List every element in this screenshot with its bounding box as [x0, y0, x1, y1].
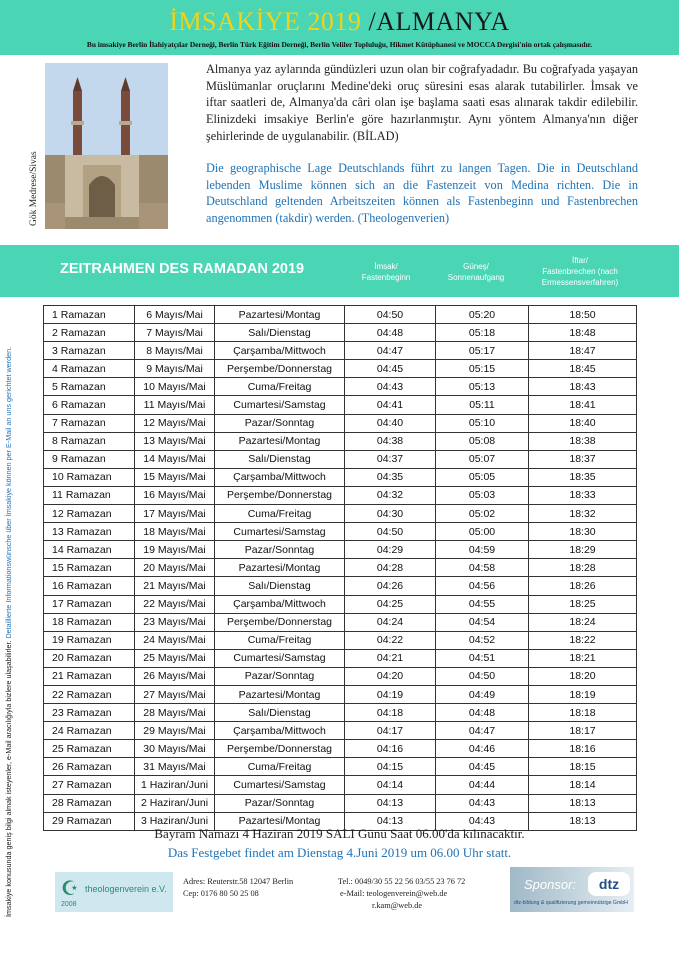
cell-gunes: 04:50 [436, 667, 529, 685]
cell-gunes: 04:49 [436, 685, 529, 703]
table-row [44, 667, 637, 685]
cell-iftar: 18:20 [529, 667, 637, 685]
cell-date: 26 Mayıs/Mai [135, 667, 215, 685]
table-row [44, 776, 637, 794]
cell-gunes: 05:15 [436, 360, 529, 378]
cell-weekday: Salı/Dienstag [215, 324, 345, 342]
cell-weekday: Salı/Dienstag [215, 704, 345, 722]
cell-ramazan-day: 27 Ramazan [44, 776, 135, 794]
cell-gunes: 04:47 [436, 722, 529, 740]
cell-iftar: 18:19 [529, 685, 637, 703]
table-row [44, 486, 637, 504]
email-line-2[interactable]: r.kam@web.de [372, 901, 423, 910]
bayram-note-turkish: Bayram Namazı 4 Haziran 2019 SALI Günü Saat 06.00'da kılınacaktır. [154, 826, 525, 841]
cell-gunes: 05:08 [436, 432, 529, 450]
cell-ramazan-day: 3 Ramazan [44, 342, 135, 360]
cell-weekday: Perşembe/Donnerstag [215, 613, 345, 631]
cell-date: 31 Mayıs/Mai [135, 758, 215, 776]
cell-date: 20 Mayıs/Mai [135, 559, 215, 577]
side-note-turkish: İmsakiye konusunda geniş bilgi almak isteyenler, e-Mail aracılığıyla bizlere ulaşabilirler. [4, 640, 13, 917]
email-line[interactable]: e-Mail: teologenverein@web.de [340, 889, 448, 898]
cell-imsak: 04:50 [345, 523, 436, 541]
cell-gunes: 05:07 [436, 450, 529, 468]
cell-ramazan-day: 23 Ramazan [44, 704, 135, 722]
cell-weekday: Salı/Dienstag [215, 577, 345, 595]
cell-gunes: 05:11 [436, 396, 529, 414]
column-header-imsak: İmsak/ Fastenbeginn [361, 262, 411, 282]
table-row [44, 396, 637, 414]
cell-ramazan-day: 1 Ramazan [44, 306, 135, 324]
cell-imsak: 04:19 [345, 685, 436, 703]
table-row [44, 704, 637, 722]
cell-date: 7 Mayıs/Mai [135, 324, 215, 342]
bayram-note-german: Das Festgebet findet am Dienstag 4.Juni 2019 um 06.00 Uhr statt. [167, 845, 512, 860]
cell-iftar: 18:30 [529, 523, 637, 541]
table-row [44, 432, 637, 450]
cell-imsak: 04:43 [345, 378, 436, 396]
cell-imsak: 04:40 [345, 414, 436, 432]
cell-iftar: 18:50 [529, 306, 637, 324]
cell-imsak: 04:16 [345, 740, 436, 758]
cell-weekday: Cumartesi/Samstag [215, 523, 345, 541]
cell-gunes: 04:56 [436, 577, 529, 595]
cell-date: 30 Mayıs/Mai [135, 740, 215, 758]
photo-caption: Gök Medrese/Sivas [29, 151, 39, 226]
cell-ramazan-day: 9 Ramazan [44, 450, 135, 468]
cell-ramazan-day: 16 Ramazan [44, 577, 135, 595]
cell-weekday: Pazartesi/Montag [215, 812, 345, 830]
table-row [44, 360, 637, 378]
table-row [44, 378, 637, 396]
cell-gunes: 04:58 [436, 559, 529, 577]
cell-imsak: 04:32 [345, 486, 436, 504]
cell-imsak: 04:50 [345, 306, 436, 324]
column-header-gunes: Güneş/ Sonnenaufgang [447, 262, 505, 282]
cell-date: 2 Haziran/Juni [135, 794, 215, 812]
cell-weekday: Çarşamba/Mittwoch [215, 722, 345, 740]
cell-iftar: 18:48 [529, 324, 637, 342]
phone-line: Tel.: 0049/30 55 22 56 03/55 23 76 72 [338, 877, 466, 886]
cell-imsak: 04:29 [345, 541, 436, 559]
table-row [44, 541, 637, 559]
cell-iftar: 18:13 [529, 794, 637, 812]
cell-gunes: 04:55 [436, 595, 529, 613]
cell-ramazan-day: 6 Ramazan [44, 396, 135, 414]
star-crescent-icon: ☪ [61, 876, 79, 900]
cell-iftar: 18:26 [529, 577, 637, 595]
cell-imsak: 04:21 [345, 649, 436, 667]
cell-ramazan-day: 8 Ramazan [44, 432, 135, 450]
title-almanya: /ALMANYA [361, 7, 510, 36]
cell-date: 13 Mayıs/Mai [135, 432, 215, 450]
cell-iftar: 18:16 [529, 740, 637, 758]
cell-date: 12 Mayıs/Mai [135, 414, 215, 432]
intro-german: Die geographische Lage Deutschlands führt zu langen Tagen. Die in Deutschland lebenden Muslime können sich an die Fastenzeit von Medina richten. Die in Deutschland geltenden Arbeitszeiten können als Fastenbeginn und Fastenbrechen angenommen (takdir) werden. (Theologenverien) [206, 161, 638, 226]
cell-weekday: Pazar/Sonntag [215, 541, 345, 559]
cell-date: 8 Mayıs/Mai [135, 342, 215, 360]
schedule-heading: ZEITRAHMEN DES RAMADAN 2019 [60, 261, 305, 277]
cell-date: 27 Mayıs/Mai [135, 685, 215, 703]
table-row [44, 685, 637, 703]
cell-ramazan-day: 25 Ramazan [44, 740, 135, 758]
cell-gunes: 05:13 [436, 378, 529, 396]
cell-weekday: Pazar/Sonntag [215, 794, 345, 812]
cell-gunes: 05:05 [436, 468, 529, 486]
cell-imsak: 04:13 [345, 812, 436, 830]
cell-imsak: 04:18 [345, 704, 436, 722]
cell-gunes: 05:17 [436, 342, 529, 360]
cell-gunes: 05:02 [436, 505, 529, 523]
sponsor-banner [510, 867, 634, 912]
table-row [44, 649, 637, 667]
cell-gunes: 04:59 [436, 541, 529, 559]
cell-date: 10 Mayıs/Mai [135, 378, 215, 396]
cell-iftar: 18:29 [529, 541, 637, 559]
cell-gunes: 04:51 [436, 649, 529, 667]
cell-imsak: 04:41 [345, 396, 436, 414]
cell-imsak: 04:37 [345, 450, 436, 468]
cell-gunes: 04:48 [436, 704, 529, 722]
cell-ramazan-day: 29 Ramazan [44, 812, 135, 830]
cell-weekday: Perşembe/Donnerstag [215, 740, 345, 758]
cell-weekday: Cuma/Freitag [215, 505, 345, 523]
table-row [44, 794, 637, 812]
cell-gunes: 04:43 [436, 812, 529, 830]
cell-ramazan-day: 28 Ramazan [44, 794, 135, 812]
cell-imsak: 04:47 [345, 342, 436, 360]
table-row [44, 306, 637, 324]
cell-iftar: 18:40 [529, 414, 637, 432]
table-row [44, 758, 637, 776]
cell-date: 15 Mayıs/Mai [135, 468, 215, 486]
cell-gunes: 04:43 [436, 794, 529, 812]
cell-ramazan-day: 14 Ramazan [44, 541, 135, 559]
cell-gunes: 05:10 [436, 414, 529, 432]
header-subtitle: Bu imsakiye Berlin İlahiyatçılar Derneği, Berlin Türk Eğitim Derneği, Berlin Veliler Topluluğu, Hikmet Kütüphanesi ve MOCCA Dergisi'nin ortak çalışmasıdır. [86, 40, 593, 49]
ramadan-schedule-table [43, 305, 637, 831]
dtz-logo: dtz [588, 872, 630, 896]
cell-iftar: 18:45 [529, 360, 637, 378]
cell-iftar: 18:24 [529, 613, 637, 631]
cell-date: 18 Mayıs/Mai [135, 523, 215, 541]
cell-ramazan-day: 17 Ramazan [44, 595, 135, 613]
cell-gunes: 05:20 [436, 306, 529, 324]
cell-weekday: Salı/Dienstag [215, 450, 345, 468]
table-row [44, 595, 637, 613]
cell-ramazan-day: 7 Ramazan [44, 414, 135, 432]
cell-weekday: Pazar/Sonntag [215, 667, 345, 685]
cell-weekday: Cumartesi/Samstag [215, 396, 345, 414]
cell-imsak: 04:25 [345, 595, 436, 613]
cell-date: 16 Mayıs/Mai [135, 486, 215, 504]
schedule-body [44, 306, 637, 831]
cell-iftar: 18:33 [529, 486, 637, 504]
cell-iftar: 18:28 [529, 559, 637, 577]
cell-iftar: 18:13 [529, 812, 637, 830]
cell-iftar: 18:21 [529, 649, 637, 667]
cell-ramazan-day: 4 Ramazan [44, 360, 135, 378]
cell-imsak: 04:24 [345, 613, 436, 631]
cell-iftar: 18:38 [529, 432, 637, 450]
cell-gunes: 04:45 [436, 758, 529, 776]
cell-weekday: Pazar/Sonntag [215, 414, 345, 432]
cell-weekday: Cuma/Freitag [215, 758, 345, 776]
cell-date: 28 Mayıs/Mai [135, 704, 215, 722]
cell-iftar: 18:37 [529, 450, 637, 468]
table-row [44, 523, 637, 541]
cell-gunes: 04:54 [436, 613, 529, 631]
cell-weekday: Perşembe/Donnerstag [215, 486, 345, 504]
cell-ramazan-day: 22 Ramazan [44, 685, 135, 703]
address-line: Adres: Reuterstr.58 12047 Berlin [183, 877, 294, 886]
cell-weekday: Çarşamba/Mittwoch [215, 468, 345, 486]
cell-date: 3 Haziran/Juni [135, 812, 215, 830]
cell-gunes: 05:00 [436, 523, 529, 541]
cell-iftar: 18:41 [529, 396, 637, 414]
logo-year: 2008 [61, 901, 77, 908]
mobile-line: Cep: 0176 80 50 25 08 [183, 889, 259, 898]
cell-gunes: 04:52 [436, 631, 529, 649]
madrasa-illustration [45, 63, 168, 229]
cell-weekday: Çarşamba/Mittwoch [215, 595, 345, 613]
cell-iftar: 18:18 [529, 704, 637, 722]
cell-weekday: Cumartesi/Samstag [215, 649, 345, 667]
cell-imsak: 04:20 [345, 667, 436, 685]
cell-weekday: Pazartesi/Montag [215, 685, 345, 703]
cell-imsak: 04:30 [345, 505, 436, 523]
cell-weekday: Cuma/Freitag [215, 631, 345, 649]
cell-date: 11 Mayıs/Mai [135, 396, 215, 414]
cell-date: 23 Mayıs/Mai [135, 613, 215, 631]
cell-ramazan-day: 20 Ramazan [44, 649, 135, 667]
cell-iftar: 18:35 [529, 468, 637, 486]
table-row [44, 450, 637, 468]
cell-ramazan-day: 12 Ramazan [44, 505, 135, 523]
cell-ramazan-day: 21 Ramazan [44, 667, 135, 685]
cell-weekday: Cuma/Freitag [215, 378, 345, 396]
side-note-german: Detaillierte Informationswünsche über İmsakiye können per E-Mail an uns gerichtet werden. [4, 346, 13, 641]
cell-ramazan-day: 2 Ramazan [44, 324, 135, 342]
title-imsakiye: İMSAKİYE 2019 [169, 7, 362, 36]
cell-iftar: 18:47 [529, 342, 637, 360]
cell-gunes: 05:03 [436, 486, 529, 504]
table-row [44, 722, 637, 740]
cell-gunes: 05:18 [436, 324, 529, 342]
column-header-iftar: İftar/ Fastenbrechen (nach Ermessensverfahren) [541, 256, 619, 287]
table-row [44, 613, 637, 631]
cell-date: 6 Mayıs/Mai [135, 306, 215, 324]
cell-date: 21 Mayıs/Mai [135, 577, 215, 595]
cell-imsak: 04:14 [345, 776, 436, 794]
cell-date: 17 Mayıs/Mai [135, 505, 215, 523]
cell-ramazan-day: 13 Ramazan [44, 523, 135, 541]
cell-date: 24 Mayıs/Mai [135, 631, 215, 649]
cell-date: 29 Mayıs/Mai [135, 722, 215, 740]
cell-ramazan-day: 26 Ramazan [44, 758, 135, 776]
table-row [44, 740, 637, 758]
cell-iftar: 18:17 [529, 722, 637, 740]
cell-imsak: 04:38 [345, 432, 436, 450]
cell-weekday: Perşembe/Donnerstag [215, 360, 345, 378]
cell-weekday: Pazartesi/Montag [215, 559, 345, 577]
cell-ramazan-day: 11 Ramazan [44, 486, 135, 504]
cell-weekday: Çarşamba/Mittwoch [215, 342, 345, 360]
cell-imsak: 04:17 [345, 722, 436, 740]
cell-gunes: 04:44 [436, 776, 529, 794]
cell-date: 22 Mayıs/Mai [135, 595, 215, 613]
theologenverein-logo [55, 872, 173, 912]
cell-imsak: 04:48 [345, 324, 436, 342]
cell-ramazan-day: 10 Ramazan [44, 468, 135, 486]
table-row [44, 468, 637, 486]
table-row [44, 559, 637, 577]
cell-iftar: 18:32 [529, 505, 637, 523]
cell-ramazan-day: 24 Ramazan [44, 722, 135, 740]
mosque-photo [45, 63, 168, 229]
sponsor-label: Sponsor: [524, 877, 577, 892]
logo-text: theologenverein e.V. [85, 884, 167, 894]
cell-ramazan-day: 18 Ramazan [44, 613, 135, 631]
cell-date: 14 Mayıs/Mai [135, 450, 215, 468]
table-row [44, 342, 637, 360]
cell-imsak: 04:26 [345, 577, 436, 595]
cell-date: 19 Mayıs/Mai [135, 541, 215, 559]
cell-ramazan-day: 15 Ramazan [44, 559, 135, 577]
cell-date: 25 Mayıs/Mai [135, 649, 215, 667]
cell-imsak: 04:45 [345, 360, 436, 378]
sponsor-subtitle: dtz-bildung & qualifizierung gemeinnützige GmbH [514, 900, 628, 906]
cell-date: 1 Haziran/Juni [135, 776, 215, 794]
cell-iftar: 18:22 [529, 631, 637, 649]
table-row [44, 505, 637, 523]
table-row [44, 324, 637, 342]
cell-weekday: Pazartesi/Montag [215, 432, 345, 450]
cell-ramazan-day: 5 Ramazan [44, 378, 135, 396]
cell-gunes: 04:46 [436, 740, 529, 758]
table-row [44, 414, 637, 432]
intro-turkish: Almanya yaz aylarında gündüzleri uzun olan bir coğrafyadadır. Bu coğrafyada yaşayan Müslümanlar oruçlarını Medine'deki oruç süresini esas alarak tutabilirler. İmsak ve iftar saatleri de, Almanya'da câri olan işe başlama saati esas alınarak takdir edilebilir. Elinizdeki imsakiye Berlin'e göre hazırlanmıştır. Aynı yöntem Almanya'nın diğer şehirlerinde de uygulanabilir. (BİLAD) [206, 62, 638, 143]
cell-weekday: Pazartesi/Montag [215, 306, 345, 324]
page-title [0, 7, 679, 37]
table-row [44, 631, 637, 649]
cell-imsak: 04:28 [345, 559, 436, 577]
cell-weekday: Cumartesi/Samstag [215, 776, 345, 794]
cell-iftar: 18:15 [529, 758, 637, 776]
cell-iftar: 18:25 [529, 595, 637, 613]
cell-iftar: 18:14 [529, 776, 637, 794]
cell-ramazan-day: 19 Ramazan [44, 631, 135, 649]
cell-imsak: 04:13 [345, 794, 436, 812]
cell-date: 9 Mayıs/Mai [135, 360, 215, 378]
cell-imsak: 04:22 [345, 631, 436, 649]
table-row [44, 577, 637, 595]
cell-iftar: 18:43 [529, 378, 637, 396]
cell-imsak: 04:35 [345, 468, 436, 486]
cell-imsak: 04:15 [345, 758, 436, 776]
